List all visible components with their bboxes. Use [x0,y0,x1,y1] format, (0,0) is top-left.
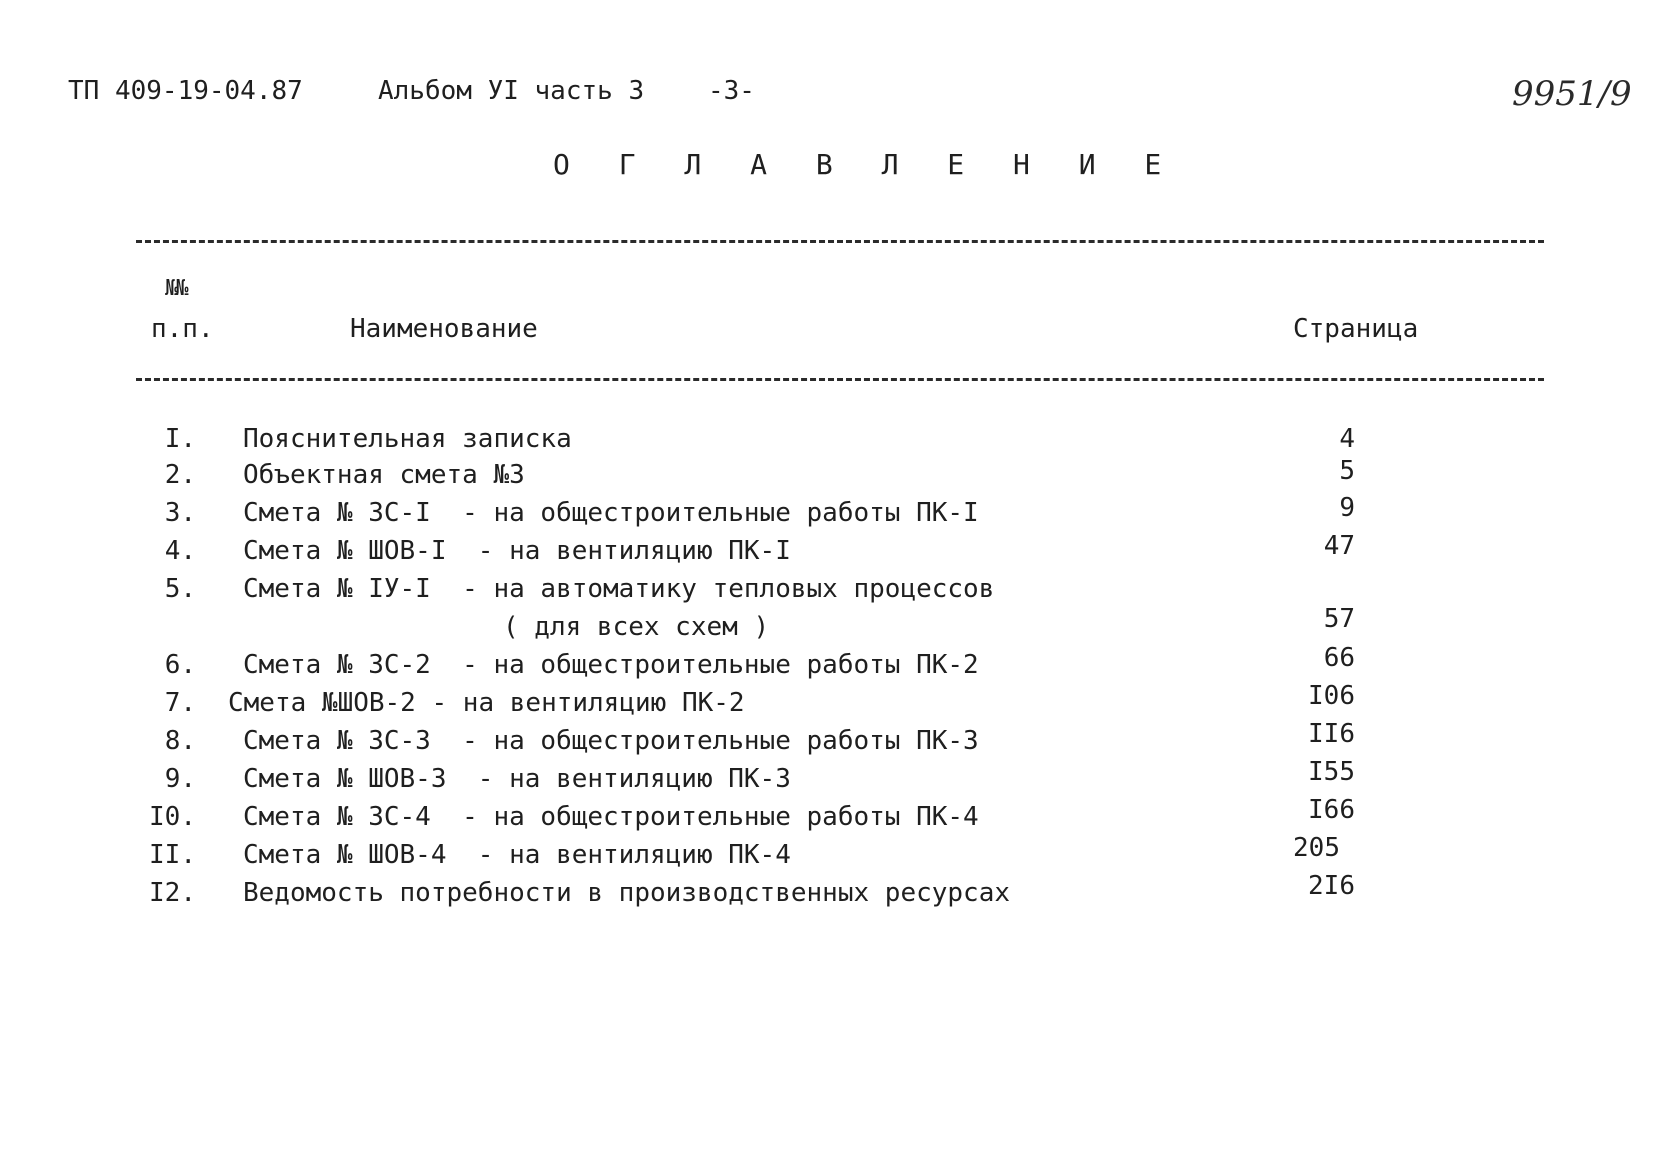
row-page: 66 [1323,643,1355,673]
row-title: Смета № 3С-4 - на общестроительные работы ПК-4 [243,802,979,832]
row-title: Смета № ШОВ-4 - на вентиляцию ПК-4 [243,840,791,870]
row-page: 9 [1339,493,1355,523]
row-page: I06 [1308,681,1355,711]
row-number: 8. [164,726,196,756]
row-title: Пояснительная записка [243,424,572,454]
column-header-name: Наименование [350,314,538,344]
row-number: 9. [164,764,196,794]
row-title: Смета № ШОВ-3 - на вентиляцию ПК-3 [243,764,791,794]
row-number: 7. [164,688,196,718]
row-title: Смета № 3С-I - на общестроительные работы ПК-I [243,498,979,528]
row-page: 57 [1323,604,1355,634]
page-title: О Г Л А В Л Е Н И Е [553,148,1178,181]
row-page: I55 [1308,757,1355,787]
row-page: 2I6 [1308,871,1355,901]
column-header-number: п.п. [151,314,214,344]
row-title-continuation: ( для всех схем ) [503,612,770,642]
row-page: 5 [1339,456,1355,486]
row-title: Смета № 3С-3 - на общестроительные работы ПК-3 [243,726,979,756]
row-title: Ведомость потребности в производственных ресурсах [243,878,1011,908]
row-number: I. [164,424,196,454]
column-header-page: Страница [1293,314,1419,344]
column-header-number-symbol: №№ [165,276,186,301]
row-number: 6. [164,650,196,680]
row-page: 4 [1339,424,1355,454]
row-title: Смета № IУ-I - на автоматику тепловых процессов [243,574,995,604]
row-number: 3. [164,498,196,528]
row-number: 5. [164,574,196,604]
album-part: Альбом УI часть 3 [378,76,645,106]
row-number: 2. [164,460,196,490]
row-page: I66 [1308,795,1355,825]
row-page: 47 [1323,531,1355,561]
row-page: 205 [1293,833,1340,863]
row-number: 4. [164,536,196,566]
row-title: Объектная смета №3 [243,460,525,490]
row-page: II6 [1308,719,1355,749]
row-number: I2. [149,878,196,908]
dashed-rule-top [136,240,1544,243]
handwritten-note: 9951/9 [1512,74,1632,114]
row-title: Смета № 3С-2 - на общестроительные работы ПК-2 [243,650,979,680]
row-title: Смета №ШОВ-2 - на вентиляцию ПК-2 [228,688,745,718]
row-number: II. [149,840,196,870]
document-code: ТП 409-19-04.87 [68,76,303,106]
row-title: Смета № ШОВ-I - на вентиляцию ПК-I [243,536,791,566]
dashed-rule-header [136,378,1544,381]
page-number: -3- [708,76,755,106]
row-number: I0. [149,802,196,832]
